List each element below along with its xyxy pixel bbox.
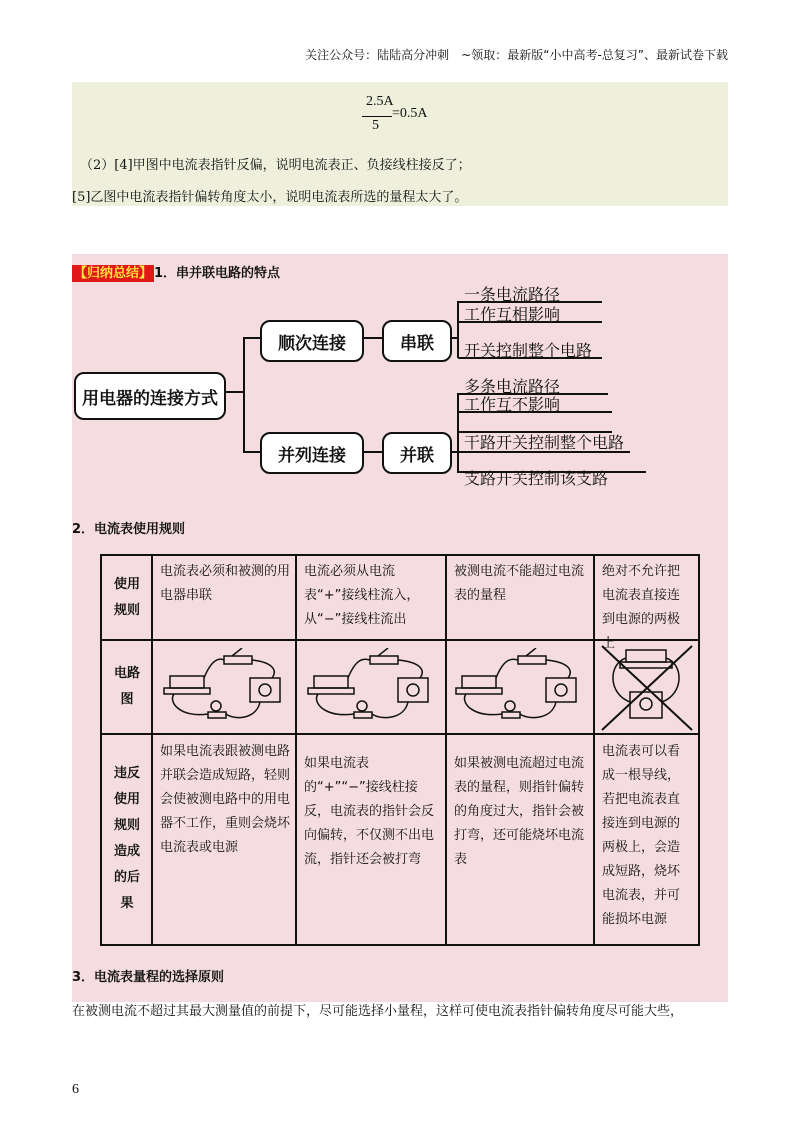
summary-section — [72, 254, 728, 1002]
answer-line-1: （2）[4]甲图中电流表指针反偏，说明电流表正、负接线柱接反了； — [80, 158, 471, 173]
section-2-title: 2．电流表使用规则 — [72, 522, 186, 537]
circuit-diagram-2 — [304, 648, 442, 728]
section-3-body: 在被测电流不超过其最大测量值的前提下，尽可能选择小量程，这样可使电流表指针偏转角度尽可能大些， — [72, 1004, 684, 1019]
fraction-result: =0.5A — [392, 106, 428, 121]
mindmap-branch-parallel-label: 并列连接 — [260, 432, 364, 474]
circuit-diagram-1 — [160, 648, 292, 728]
mindmap-parallel-node: 并联 — [382, 432, 452, 474]
page-header: 关注公众号：陆陆高分冲刺 ~领取：最新版“小中高考-总复习”、最新试卷下载 — [305, 48, 728, 62]
rule-cell-1: 电流表必须和被测的用电器串联 — [160, 564, 291, 603]
rule-cell-2: 电流必须从电流表“+”接线柱流入，从“−”接线柱流出 — [304, 564, 420, 627]
fraction-denominator: 5 — [372, 118, 379, 133]
parallel-leaf-2: 工作互不影响 — [464, 395, 561, 414]
consequence-cell-4: 电流表可以看成一根导线，若把电流表直接连到电源的两极上，会造成短路，烧坏电流表，并可能损坏电源 — [602, 744, 681, 927]
ammeter-rules-table — [100, 554, 700, 946]
mindmap-series-node: 串联 — [382, 320, 452, 362]
consequence-cell-2: 如果电流表的“+”“−”接线柱接反，电流表的指针会反向偏转，不仅测不出电流，指针还会被打弯 — [304, 756, 435, 867]
section-3-title: 3．电流表量程的选择原则 — [72, 970, 225, 985]
parallel-leaf-3: 干路开关控制整个电路 — [464, 433, 625, 452]
series-leaf-1: 一条电流路径 — [464, 285, 561, 304]
rule-cell-3: 被测电流不能超过电流表的量程 — [454, 564, 585, 603]
circuit-diagram-4-crossed — [598, 644, 696, 732]
answer-line-2: [5]乙图中电流表指针偏转角度太小，说明电流表所选的量程太大了。 — [72, 190, 468, 205]
circuit-diagram-3 — [452, 648, 590, 728]
row-header-diagram: 电路图 — [113, 666, 140, 707]
section-1-heading: 1．串并联电路的特点 — [154, 266, 281, 281]
row-header-consequences: 违反使用规则造成的后果 — [113, 766, 140, 911]
series-leaf-3: 开关控制整个电路 — [464, 341, 593, 360]
rule-cell-4: 绝对不允许把电流表直接连到电源的两极上 — [602, 564, 681, 651]
series-leaf-2: 工作互相影响 — [464, 305, 561, 324]
fraction-numerator: 2.5A — [366, 94, 394, 109]
parallel-leaf-1: 多条电流路径 — [464, 377, 561, 396]
summary-tag: 【归纳总结】 — [74, 266, 153, 281]
page-number: 6 — [72, 1082, 79, 1097]
fraction-bar — [362, 116, 392, 117]
row-header-rules: 使用规则 — [113, 577, 140, 618]
consequence-cell-1: 如果电流表跟被测电路并联会造成短路，轻则会使被测电路中的用电器不工作，重则会烧坏电流表或电源 — [160, 744, 291, 855]
consequence-cell-3: 如果被测电流超过电流表的量程，则指针偏转的角度过大，指针会被打弯，还可能烧坏电流表 — [454, 756, 585, 867]
parallel-leaf-4: 支路开关控制该支路 — [464, 469, 609, 488]
mindmap-branch-series-label: 顺次连接 — [260, 320, 364, 362]
mindmap-root: 用电器的连接方式 — [74, 372, 226, 420]
answer-box — [72, 82, 728, 206]
